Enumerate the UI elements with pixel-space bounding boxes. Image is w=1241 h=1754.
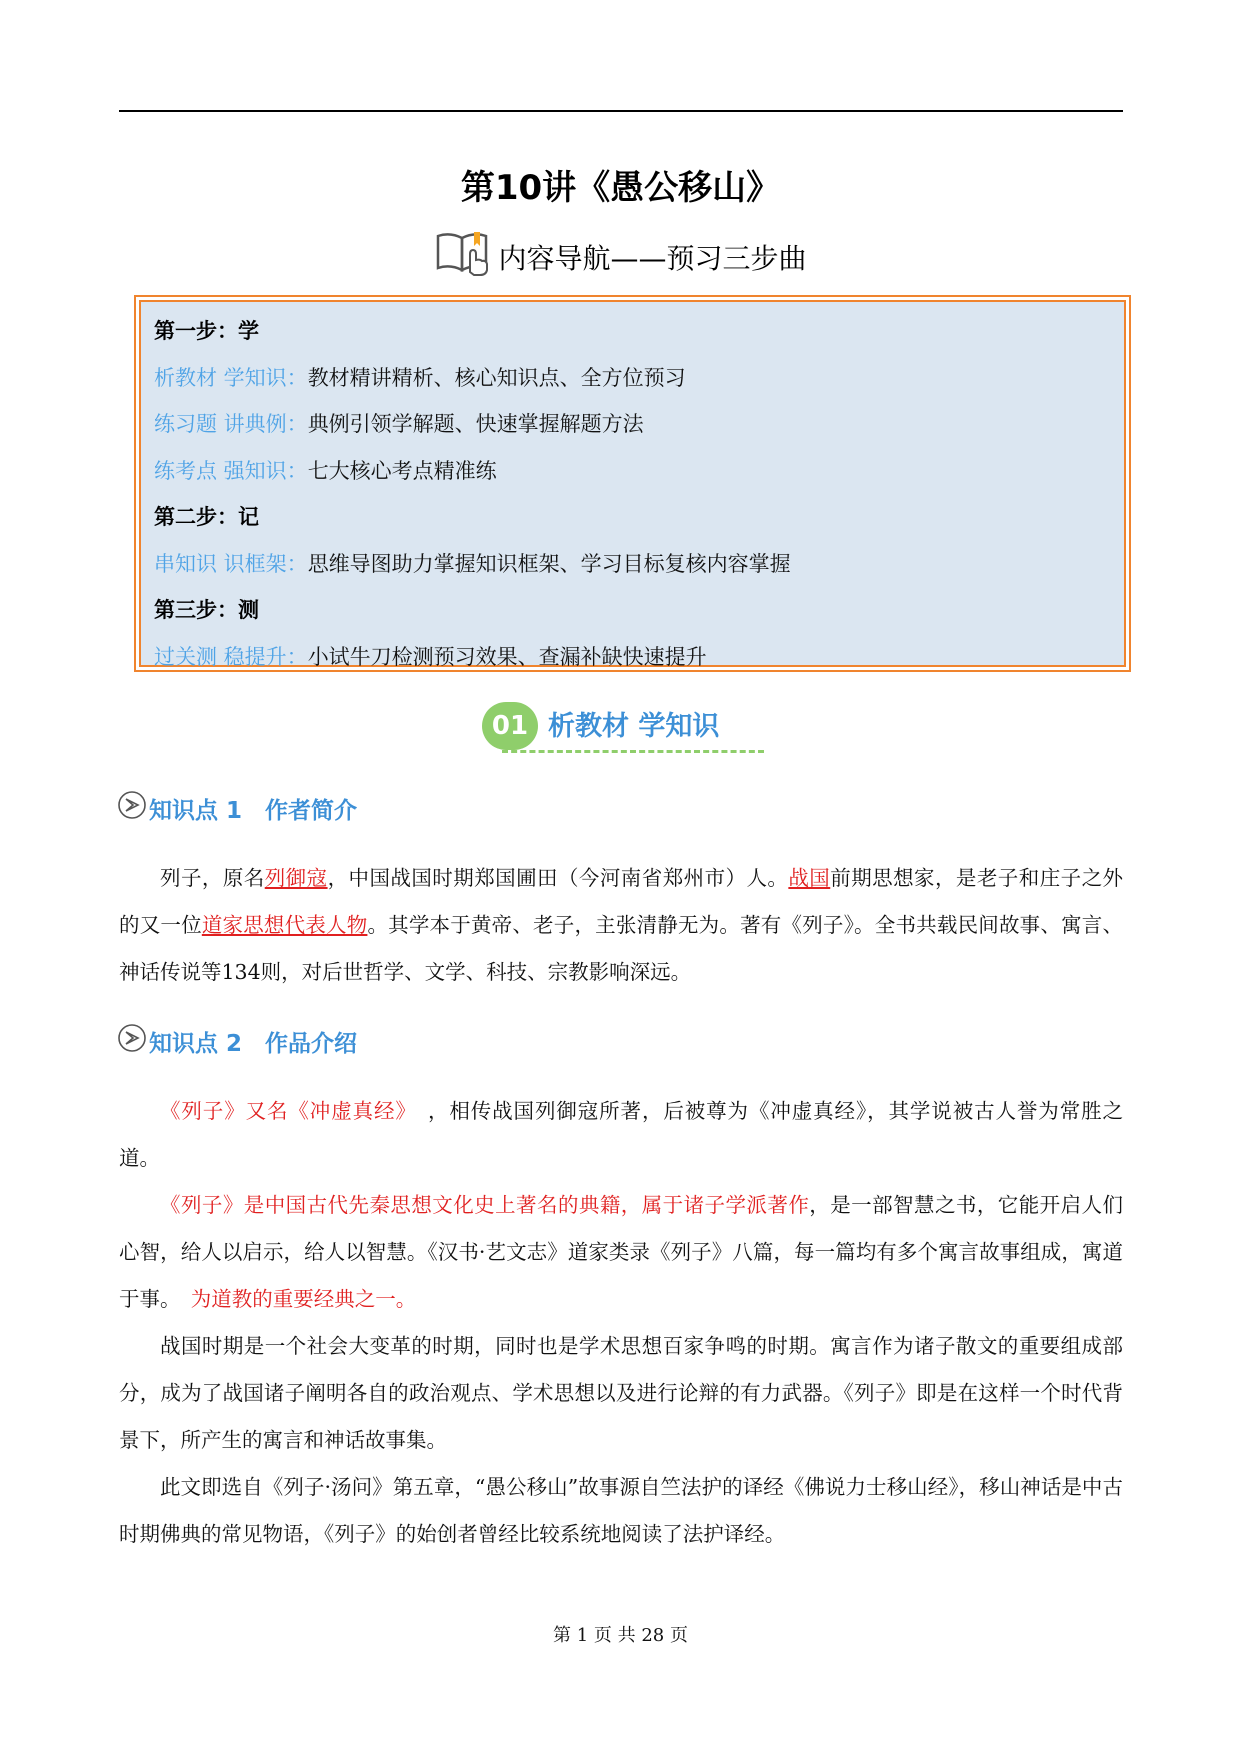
step-description: 教材精讲精析、核心知识点、全方位预习 xyxy=(307,365,686,390)
steps-row xyxy=(154,587,1111,634)
steps-row xyxy=(154,494,1111,541)
highlighted-text: 《列子》又名《冲虚真经》 xyxy=(160,1099,407,1123)
steps-row xyxy=(154,448,1111,495)
step-title: 第一步：学 xyxy=(154,319,259,343)
body-text: ，中国战国时期郑国圃田（今河南省郑州市）人。 xyxy=(327,866,789,890)
knowledge-point-number: 知识点 2 xyxy=(149,1031,243,1057)
page-title: 第10讲《愚公移山》 xyxy=(460,168,781,208)
steps-row xyxy=(154,634,1111,681)
steps-row xyxy=(154,541,1111,588)
step-description: 七大核心考点精准练 xyxy=(307,458,497,483)
step-description: 思维导图助力掌握知识框架、学习目标复核内容掌握 xyxy=(307,551,791,576)
body-text: 列子，原名 xyxy=(160,866,265,890)
step-keyword: 析教材 学知识： xyxy=(154,365,308,390)
steps-row xyxy=(154,355,1111,402)
highlighted-text: 道家思想代表人物 xyxy=(201,913,368,937)
knowledge-point-number: 知识点 1 xyxy=(149,798,243,824)
step-keyword: 串知识 识框架： xyxy=(154,551,308,576)
work-intro-paragraph xyxy=(119,1464,1123,1558)
book-pointer-icon xyxy=(434,228,494,283)
page-footer: 第 1 页 共 28 页 xyxy=(553,1625,688,1646)
step-description: 典例引领学解题、快速掌握解题方法 xyxy=(307,412,644,436)
steps-row xyxy=(154,308,1111,355)
steps-row xyxy=(154,401,1111,448)
highlighted-text: 列御寇 xyxy=(264,866,328,890)
body-text: ，是一部智慧之书，它能开启人们心智，给人以启示，给人以智慧。《汉书·艺文志》道家类录《列子》八篇，每一篇均有多个寓言故事组成，寓道于事。 xyxy=(119,1193,1124,1311)
body-text: 前期思想家，是老子和庄子之外的又一位 xyxy=(119,866,1124,937)
section-underline xyxy=(502,750,764,753)
highlighted-text: 战国 xyxy=(788,866,831,890)
study-steps-box xyxy=(139,300,1126,667)
highlighted-text: 为道教的重要经典之一。 xyxy=(190,1287,417,1311)
step-keyword: 练考点 强知识： xyxy=(154,458,308,483)
section-title: 析教材 学知识 xyxy=(548,711,720,742)
step-title: 第三步：测 xyxy=(154,598,259,622)
body-text: 。其学本于黄帝、老子，主张清静无为。著有《列子》。全书共载民间故事、寓言、神话传说等134则，对后世哲学、文学、科技、宗教影响深远。 xyxy=(119,913,1123,984)
step-keyword: 练习题 讲典例： xyxy=(154,412,308,436)
circled-arrow-icon xyxy=(117,1023,149,1059)
knowledge-point-title: 作者简介 xyxy=(265,798,357,824)
body-text: ，相传战国列御寇所著，后被尊为《冲虚真经》，其学说被古人誉为常胜之道。 xyxy=(119,1099,1124,1170)
highlighted-text: 《列子》是中国古代先秦思想文化史上著名的典籍，属于诸子学派著作 xyxy=(160,1193,810,1217)
step-title: 第二步：记 xyxy=(154,505,259,529)
body-text: 此文即选自《列子·汤问》第五章，“愚公移山”故事源自竺法护的译经《佛说力士移山经》，移山神话是中古时期佛典的常见物语，《列子》的始创者曾经比较系统地阅读了法护译经。 xyxy=(119,1475,1123,1546)
work-intro-paragraph xyxy=(119,1088,1123,1182)
body-text: 战国时期是一个社会大变革的时期，同时也是学术思想百家争鸣的时期。寓言作为诸子散文的重要组成部分，成为了战国诸子阐明各自的政治观点、学术思想以及进行论辩的有力武器。《列子》即是在这样一个时代背景下，所产生的寓言和神话故事集。 xyxy=(119,1334,1123,1452)
circled-arrow-icon xyxy=(117,790,149,826)
section-number-badge: 01 xyxy=(482,702,538,750)
work-intro-paragraph xyxy=(119,1323,1123,1464)
author-intro-paragraph xyxy=(119,855,1123,996)
work-intro-paragraph xyxy=(119,1182,1123,1323)
nav-heading-text: 内容导航——预习三步曲 xyxy=(498,242,807,275)
knowledge-point-title: 作品介绍 xyxy=(265,1031,357,1057)
header-rule xyxy=(119,110,1123,112)
step-description: 小试牛刀检测预习效果、查漏补缺快速提升 xyxy=(307,644,707,669)
step-keyword: 过关测 稳提升： xyxy=(154,644,308,669)
nav-heading xyxy=(0,228,1241,283)
